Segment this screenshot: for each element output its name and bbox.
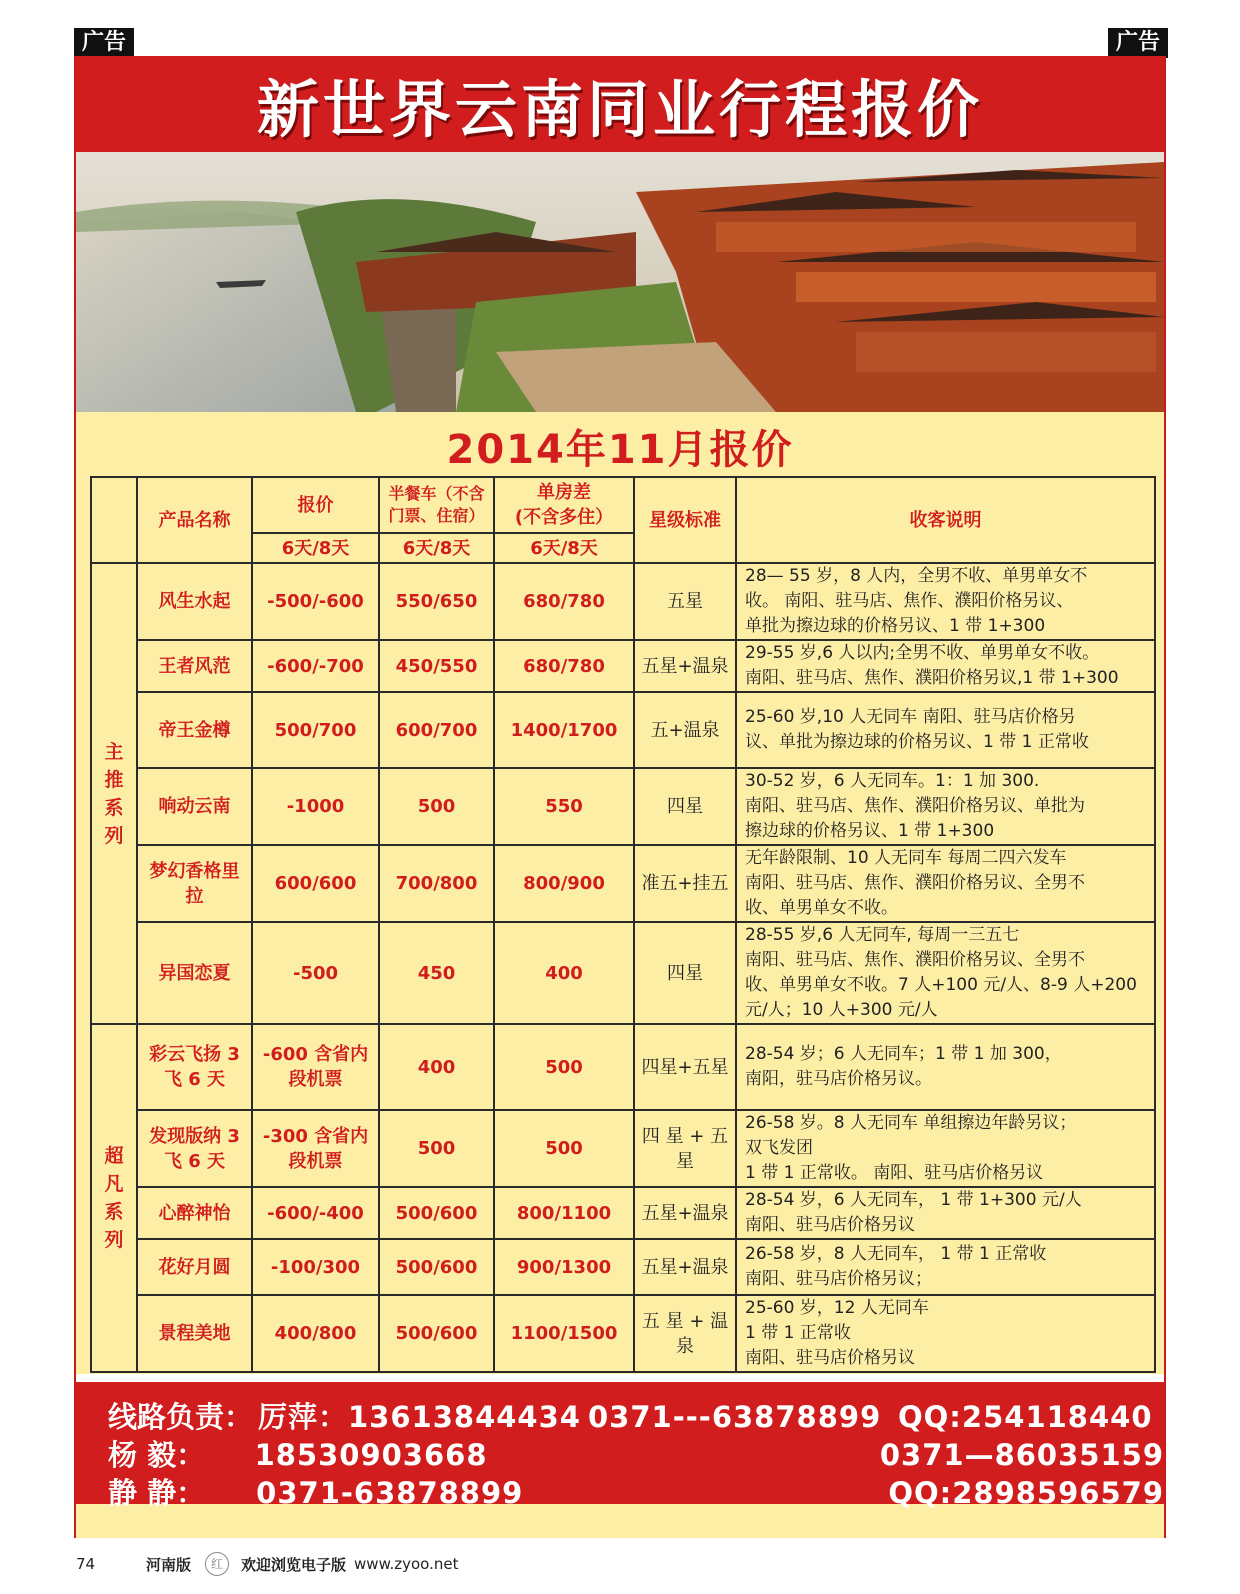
series-super-label	[91, 1024, 137, 1372]
price-value: -600/-700	[252, 640, 379, 692]
note-cell	[736, 1024, 1155, 1110]
header-days-price: 6天/8天	[252, 533, 379, 563]
star-value: 五星+温泉	[634, 640, 736, 692]
page-title: 新世界云南同业行程报价	[256, 72, 983, 146]
star-value: 四星	[634, 922, 736, 1024]
single-value: 800/900	[494, 845, 634, 922]
series-main-label	[91, 563, 137, 1024]
note-cell	[736, 1239, 1155, 1295]
contact-qq: QQ:254118440	[898, 1400, 1153, 1434]
header-half-car-line1: 半餐车（不含	[388, 484, 485, 503]
note-line: 南阳、驻马店、焦作、濮阳价格另议、全男不	[745, 873, 1085, 893]
note-line: 25-60 岁，12 人无同车	[745, 1298, 929, 1318]
star-value: 五星+温泉	[634, 1239, 736, 1295]
star-value: 四星	[634, 768, 736, 845]
car-value: 550/650	[379, 563, 494, 640]
contact-phone: 18530903668	[254, 1438, 488, 1472]
contact-row	[108, 1398, 1164, 1436]
note-line: 1 带 1 正常收。 南阳、驻马店价格另议	[745, 1163, 1044, 1183]
header-star: 星级标准	[634, 477, 736, 563]
car-value: 500/600	[379, 1239, 494, 1295]
single-value: 550	[494, 768, 634, 845]
note-cell	[736, 1110, 1155, 1187]
single-value: 500	[494, 1024, 634, 1110]
contact-phone: 0371-63878899	[256, 1476, 524, 1510]
header-days-car: 6天/8天	[379, 533, 494, 563]
note-cell	[736, 692, 1155, 768]
header-single-room	[494, 477, 634, 533]
series-char: 列	[104, 1229, 124, 1251]
header-price: 报价	[252, 477, 379, 533]
car-value: 400	[379, 1024, 494, 1110]
contact-label: 杨 毅：	[108, 1438, 206, 1472]
month-subtitle: 2014年11月报价	[446, 427, 794, 473]
contact-phone: 厉萍：13613844434	[258, 1400, 581, 1434]
price-value: -500/-600	[252, 563, 379, 640]
town-illustration	[76, 152, 1164, 412]
note-line: 26-58 岁。8 人无同车 单组擦边年龄另议；	[745, 1113, 1077, 1133]
note-line: 收。 南阳、驻马店、焦作、濮阳价格另议、	[745, 591, 1074, 611]
note-line: 南阳，驻马店价格另议。	[745, 1069, 932, 1089]
header-half-car-line2: 门票、住宿）	[388, 506, 485, 525]
car-value: 500/600	[379, 1187, 494, 1239]
car-value: 500/600	[379, 1295, 494, 1372]
note-line: 无年龄限制、10 人无同车 每周二四六发车	[745, 848, 1067, 868]
welcome-text: 欢迎浏览电子版	[241, 1555, 347, 1574]
product-name: 异国恋夏	[137, 922, 252, 1024]
product-name: 花好月圆	[137, 1239, 252, 1295]
single-value: 800/1100	[494, 1187, 634, 1239]
note-cell	[736, 640, 1155, 692]
header-note: 收客说明	[736, 477, 1155, 563]
product-name: 风生水起	[137, 563, 252, 640]
price-value: 500/700	[252, 692, 379, 768]
car-value: 700/800	[379, 845, 494, 922]
note-line: 收、单男单女不收。7 人+100 元/人、8-9 人+200	[745, 975, 1137, 995]
note-cell	[736, 563, 1155, 640]
single-value: 900/1300	[494, 1239, 634, 1295]
series-char: 系	[104, 796, 124, 819]
price-value: -100/300	[252, 1239, 379, 1295]
note-line: 南阳、驻马店、焦作、濮阳价格另议、全男不	[745, 950, 1085, 970]
note-line: 南阳、驻马店、焦作、濮阳价格另议、单批为	[745, 796, 1085, 816]
single-value: 680/780	[494, 640, 634, 692]
star-value: 五星+温泉	[634, 1187, 736, 1239]
note-line: 25-60 岁,10 人无同车 南阳、驻马店价格另	[745, 707, 1076, 727]
table-row	[91, 922, 1155, 1024]
header-half-car	[379, 477, 494, 533]
single-value: 680/780	[494, 563, 634, 640]
note-line: 28-54 岁，6 人无同车， 1 带 1+300 元/人	[745, 1190, 1082, 1210]
star-value: 五 星 + 温泉	[634, 1295, 736, 1372]
note-cell	[736, 1187, 1155, 1239]
star-value: 五+温泉	[634, 692, 736, 768]
car-value: 450/550	[379, 640, 494, 692]
note-cell	[736, 922, 1155, 1024]
note-line: 擦边球的价格另议、1 带 1+300	[745, 821, 995, 841]
town-photo	[76, 152, 1164, 412]
product-name: 帝王金樽	[137, 692, 252, 768]
star-value: 四星+五星	[634, 1024, 736, 1110]
contact-label: 静 静：	[108, 1476, 206, 1510]
note-line: 30-52 岁，6 人无同车。1：1 加 300.	[745, 771, 1040, 791]
contact-row	[108, 1474, 1164, 1512]
note-cell	[736, 768, 1155, 845]
price-value: -1000	[252, 768, 379, 845]
table-row	[91, 692, 1155, 768]
table-row	[91, 1295, 1155, 1372]
single-value: 1100/1500	[494, 1295, 634, 1372]
note-line: 收、单男单女不收。	[745, 898, 898, 918]
contact-bar	[76, 1374, 1164, 1510]
contact-qq: QQ:2898596579	[888, 1476, 1164, 1510]
product-name: 梦幻香格里拉	[137, 845, 252, 922]
note-line: 南阳、驻马店价格另议	[745, 1348, 915, 1368]
contact-label: 线路负责：	[108, 1400, 254, 1434]
note-line: 双飞发团	[745, 1138, 813, 1158]
note-line: 南阳、驻马店价格另议；	[745, 1269, 932, 1289]
price-table	[90, 476, 1156, 1373]
table-row	[91, 1110, 1155, 1187]
note-line: 议、单批为擦边球的价格另议、1 带 1 正常收	[745, 732, 1089, 752]
star-value: 四 星 + 五星	[634, 1110, 736, 1187]
note-line: 28— 55 岁，8 人内，全男不收、单男单女不	[745, 566, 1088, 586]
note-line: 26-58 岁，8 人无同车， 1 带 1 正常收	[745, 1244, 1047, 1264]
title-bar	[76, 56, 1164, 152]
note-line: 28-55 岁,6 人无同车, 每周一三五七	[745, 925, 1020, 945]
note-line: 28-54 岁；6 人无同车；1 带 1 加 300，	[745, 1044, 1062, 1064]
price-value: 400/800	[252, 1295, 379, 1372]
series-char: 主	[104, 740, 124, 763]
product-name: 景程美地	[137, 1295, 252, 1372]
car-value: 500	[379, 768, 494, 845]
contact-landline: 0371—86035159	[879, 1438, 1164, 1472]
single-value: 1400/1700	[494, 692, 634, 768]
price-value: -300 含省内段机票	[252, 1110, 379, 1187]
star-value: 五星	[634, 563, 736, 640]
series-char: 超	[104, 1145, 124, 1167]
single-value: 400	[494, 922, 634, 1024]
table-row	[91, 563, 1155, 640]
price-value: -500	[252, 922, 379, 1024]
contact-spacer	[577, 1436, 880, 1474]
table-row	[91, 845, 1155, 922]
note-cell	[736, 845, 1155, 922]
series-char: 系	[104, 1201, 124, 1223]
contact-row	[108, 1436, 1164, 1474]
table-row	[91, 1239, 1155, 1295]
note-line: 元/人；10 人+300 元/人	[745, 1000, 938, 1020]
ad-panel	[74, 56, 1166, 1538]
note-line: 单批为擦边球的价格另议、1 带 1+300	[745, 616, 1046, 636]
product-name: 心醉神怡	[137, 1187, 252, 1239]
price-value: 600/600	[252, 845, 379, 922]
note-line: 南阳、驻马店、焦作、濮阳价格另议,1 带 1+300	[745, 668, 1119, 688]
contact-landline: 0371---63878899	[588, 1400, 882, 1434]
edition-label: 河南版	[146, 1555, 192, 1574]
header-blank	[91, 477, 137, 563]
table-row	[91, 1024, 1155, 1110]
series-char: 列	[104, 824, 124, 847]
contact-spacer	[582, 1474, 888, 1512]
product-name: 彩云飞扬 3 飞 6 天	[137, 1024, 252, 1110]
table-row	[91, 1187, 1155, 1239]
car-value: 500	[379, 1110, 494, 1187]
header-days-single: 6天/8天	[494, 533, 634, 563]
single-value: 500	[494, 1110, 634, 1187]
series-char: 凡	[104, 1173, 124, 1195]
price-value: -600/-400	[252, 1187, 379, 1239]
star-value: 准五+挂五	[634, 845, 736, 922]
red-logo-icon: 红	[205, 1552, 229, 1576]
car-value: 600/700	[379, 692, 494, 768]
product-name: 发现版纳 3 飞 6 天	[137, 1110, 252, 1187]
header-single-line2: (不含多住）	[514, 507, 614, 528]
table-row	[91, 768, 1155, 845]
price-value: -600 含省内段机票	[252, 1024, 379, 1110]
header-product: 产品名称	[137, 477, 252, 563]
page-footer	[76, 1552, 458, 1576]
note-cell	[736, 1295, 1155, 1372]
ad-tag-left: 广告	[74, 28, 134, 58]
ad-tag-right: 广告	[1108, 28, 1168, 58]
car-value: 450	[379, 922, 494, 1024]
header-single-line1: 单房差	[537, 482, 591, 503]
note-line: 南阳、驻马店价格另议	[745, 1215, 915, 1235]
product-name: 响动云南	[137, 768, 252, 845]
note-line: 1 带 1 正常收	[745, 1323, 851, 1343]
product-name: 王者风范	[137, 640, 252, 692]
series-char: 推	[104, 768, 124, 791]
page-number: 74	[76, 1555, 96, 1573]
site-url[interactable]: www.zyoo.net	[354, 1555, 459, 1573]
table-row	[91, 640, 1155, 692]
note-line: 29-55 岁,6 人以内;全男不收、单男单女不收。	[745, 643, 1100, 663]
